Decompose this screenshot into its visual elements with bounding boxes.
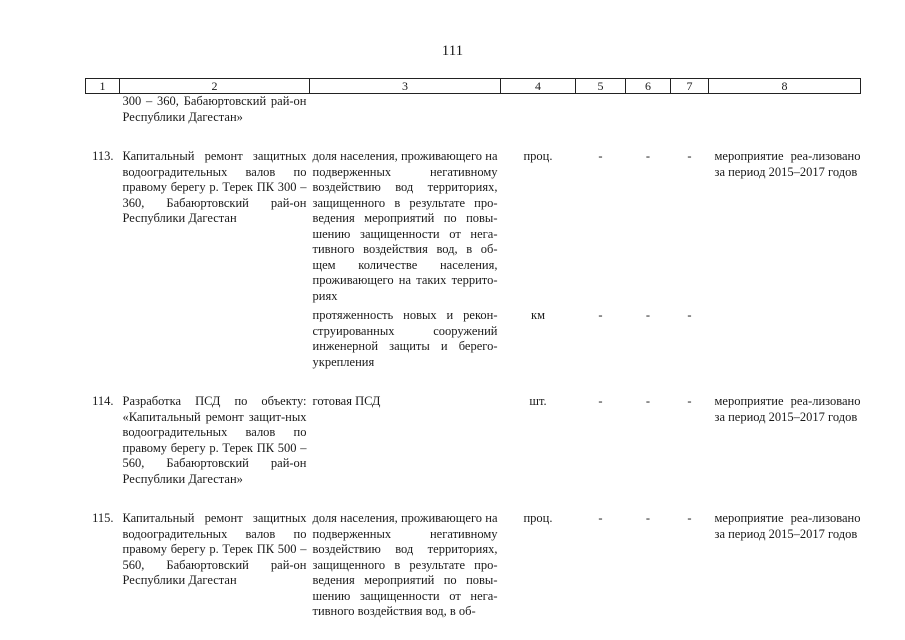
row-number: 114. xyxy=(92,394,114,408)
row-number: 115. xyxy=(92,511,114,525)
value-col-7: - xyxy=(687,394,692,408)
note: мероприятие реа-лизовано за период 2015–2017 годов xyxy=(714,149,861,179)
value-col-6: - xyxy=(645,394,651,408)
table-row xyxy=(86,394,861,487)
row-number xyxy=(86,94,120,126)
value-col-5: - xyxy=(598,308,603,322)
indicator-name: готовая ПСД xyxy=(312,394,381,408)
value-col-7: - xyxy=(687,511,692,525)
header-row xyxy=(86,79,861,94)
page-number: 111 xyxy=(441,43,464,59)
measure-name: Разработка ПСД по объекту: «Капитальный ремонт защит-ных водооградительных валов по правому берегу р. Терек ПК 500 – 560, Бабаюртовский рай-он Республики Дагестан» xyxy=(122,394,307,486)
value-col-5: - xyxy=(598,511,603,525)
unit: шт. xyxy=(529,394,547,408)
measure-name xyxy=(120,308,310,370)
indicator-name: доля населения, проживающего на подверженных негативному воздействию вод территориях, защищенного в результате про-ведения мероприятий по повы-шению защищенности от нега-тивного воздействия вод, в об- xyxy=(312,511,498,618)
value-col-6: - xyxy=(645,149,651,163)
table-row xyxy=(86,308,861,370)
col-header-5: 5 xyxy=(576,79,626,94)
col-header-3: 3 xyxy=(310,79,501,94)
value-col-7: - xyxy=(687,308,692,322)
row-number xyxy=(86,308,120,370)
value-col-6: - xyxy=(645,511,651,525)
value-col-7: - xyxy=(687,149,692,163)
measure-name: Капитальный ремонт защитных водооградительных валов по правому берегу р. Терек ПК 300 – 360, Бабаюртовский рай-он Республики Дагестан xyxy=(122,149,307,225)
measure-name: Капитальный ремонт защитных водооградительных валов по правому берегу р. Терек ПК 500 – 560, Бабаюртовский рай-он Республики Дагестан xyxy=(122,511,307,587)
col-header-6: 6 xyxy=(626,79,671,94)
col-header-1: 1 xyxy=(86,79,120,94)
row-number: 113. xyxy=(92,149,114,163)
table-row xyxy=(86,149,861,304)
note: мероприятие реа-лизовано за период 2015–2017 годов xyxy=(714,511,861,541)
indicator-name: протяженность новых и рекон-струированных сооружений инженерной защиты и берего-укрепления xyxy=(312,308,498,369)
col-header-2: 2 xyxy=(120,79,310,94)
unit: проц. xyxy=(523,149,553,163)
continuation-row xyxy=(86,94,861,126)
note xyxy=(709,308,861,370)
col-header-8: 8 xyxy=(709,79,861,94)
measures-table xyxy=(85,78,861,620)
table-row xyxy=(86,511,861,620)
unit: проц. xyxy=(523,511,553,525)
unit: км xyxy=(531,308,545,322)
col-header-4: 4 xyxy=(501,79,576,94)
col-header-7: 7 xyxy=(671,79,709,94)
measure-name: 300 – 360, Бабаюртовский рай-он Республики Дагестан» xyxy=(122,94,307,124)
note: мероприятие реа-лизовано за период 2015–2017 годов xyxy=(714,394,861,424)
indicator-name: доля населения, проживающего на подверженных негативному воздействию вод территориях, защищенного в результате про-ведения мероприятий по повы-шению защищенности от нега-тивного воздействия вод, в об-щем количестве населения, проживающего на таких террито-риях xyxy=(312,149,498,303)
value-col-6: - xyxy=(645,308,651,322)
value-col-5: - xyxy=(598,394,603,408)
value-col-5: - xyxy=(598,149,603,163)
